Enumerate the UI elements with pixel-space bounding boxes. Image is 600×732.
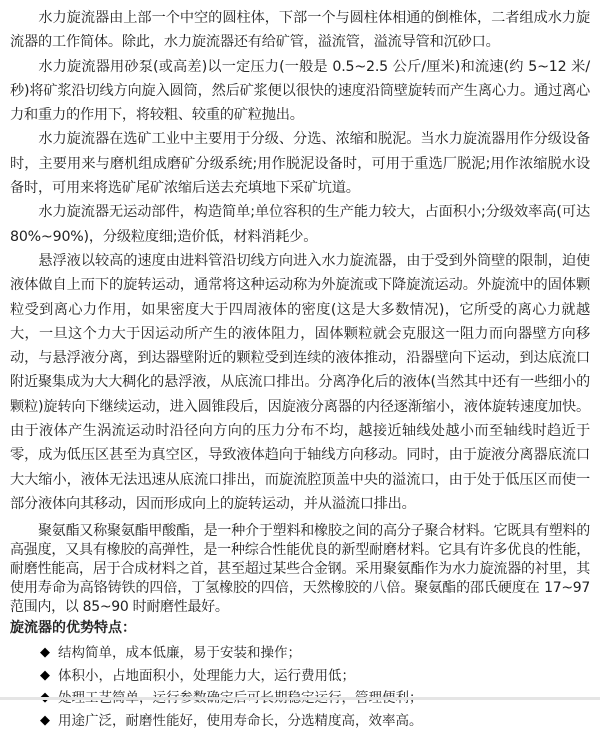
diamond-bullet-icon: ◆ bbox=[40, 712, 50, 728]
list-item: ◆ 体积小，占地面积小，处理能力大，运行费用低； bbox=[40, 665, 590, 688]
list-item: ◆ 结构简单，成本低廉，易于安装和操作； bbox=[40, 642, 590, 665]
list-item: ◆ 用途广泛，耐磨性能好，使用寿命长，分选精度高，效率高。 bbox=[40, 710, 590, 732]
paragraph-applications: 水力旋流器在选矿工业中主要用于分级、分选、浓缩和脱泥。当水力旋流器用作分级设备时，主要用来与磨机组成磨矿分级系统;用作脱泥设备时，可用于重选厂脱泥;用作浓缩脱水设备时，可用来将选矿尾矿浓缩后送去充填地下采矿坑道。 bbox=[10, 131, 590, 197]
paragraph-operation: 水力旋流器用砂泵(或高差)以一定压力(一般是 0.5~2.5 公斤/厘米)和流速(约 5~12 米/秒)将矿浆沿切线方向旋入圆筒，然后矿浆便以很快的速度沿筒壁旋转而产生离心力。通过离心力和重力的作用下，将较粗、较重的矿粒抛出。 bbox=[10, 58, 590, 124]
diamond-bullet-icon: ◆ bbox=[40, 645, 50, 661]
paragraph-polyurethane: 聚氨酯又称聚氨酯甲酸酯，是一种介于塑料和橡胶之间的高分子聚合材料。它既具有塑料的高强度，又具有橡胶的高弹性，是一种综合性能优良的新型耐磨材料。它具有许多优良的性能，耐磨性能高，居于合成材料之首，甚至超过某些合金钢。采用聚氨酯作为水力旋流器的衬里，其使用寿命为高铬铸铁的四倍，丁氢橡胶的四倍，天然橡胶的八倍。聚氨酯的邵氏硬度在 17~97 范围内，以 85~90 时耐磨性最好。 bbox=[10, 523, 590, 616]
paragraph-principle: 悬浮液以较高的速度由进料管沿切线方向进入水力旋流器，由于受到外筒壁的限制，迫使液体做自上而下的旋转运动，通常将这种运动称为外旋流或下降旋流运动。外旋流中的固体颗粒受到离心力作用，如果密度大于四周液体的密度(这是大多数情况)，它所受的离心力就越大，一旦这个力大于因运动所产生的液体阻力，固体颗粒就会克服这一阻力而向器壁方向移动，与悬浮液分离，到达器壁附近的颗粒受到连续的液体推动，沿器壁向下运动，到达底流口附近聚集成为大大稠化的悬浮液，从底流口排出。分离净化后的液体(当然其中还有一些细小的颗粒)旋转向下继续运动，进入圆锥段后，因旋液分离器的内径逐渐缩小，液体旋转速度加快。由于液体产生涡流运动时沿径向方向的压力分布不均，越接近轴线处越小而至轴线时趋近于零，成为低压区甚至为真空区，导致液体趋向于轴线方向移动。同时，由于旋液分离器底流口大大缩小，液体无法迅速从底流口排出，而旋流腔顶盖中央的溢流口，由于处于低压区而使一部分液体向其移动，因而形成向上的旋转运动，并从溢流口排出。 bbox=[10, 252, 590, 512]
advantages-heading: 旋流器的优势特点： bbox=[10, 620, 136, 637]
advantages-list bbox=[10, 642, 590, 732]
diamond-bullet-icon: ◆ bbox=[40, 667, 50, 683]
paragraph-features: 水力旋流器无运动部件，构造简单;单位容积的生产能力较大，占面积小;分级效率高(可达 80%~90%)，分级粒度细;造价低，材料消耗少。 bbox=[10, 204, 590, 245]
paragraph-structure: 水力旋流器由上部一个中空的圆柱体，下部一个与圆柱体相通的倒椎体，二者组成水力旋流器的工作简体。除此，水力旋流器还有给矿管，溢流管，溢流导管和沉砂口。 bbox=[10, 10, 590, 51]
